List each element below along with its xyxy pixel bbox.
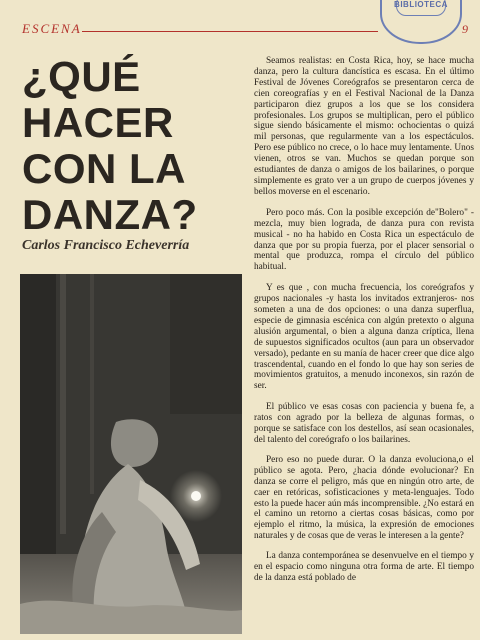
article-body [254,56,474,593]
article-paragraph: Seamos realistas: en Costa Rica, hoy, se hace mucha danza, pero la cultura dancística es escasa. En el último Festival de Jóvenes Coreógrafos se presentaron cerca de cien coreografías y en el Festival Nacional de la Danza participaron diez grupos a los que se los considera profesionales. Los grupos se multiplican, pero el público sigue siendo básicamente el mismo: ochocientas o quizá mil personas, que regularmente van a los espectáculos. Pero ese público no crece, o lo hace muy lentamente. Unos vienen, otros se van. Muchos se quedan porque son estudiantes de danza o amigos de los bailarines, o porque simplemente es grato ver a un grupo de cuerpos jóvenes y bellos moverse en el escenario. [254,56,474,197]
dancer-photo-graphic [20,274,242,634]
article-paragraph: La danza contemporánea se desenvuelve en el tiempo y en el espacio como ninguna otra forma de arte. El tiempo de la danza está poblado de [254,551,474,583]
title-line: DANZA? [22,191,198,238]
article-paragraph: El público ve esas cosas con paciencia y buena fe, a ratos con agrado por la belleza de algunas formas, o porque se satisface con los destellos, así sean ocasionales, del talento del coreógrafo o los bailarines. [254,402,474,445]
section-label: ESCENA [22,21,82,36]
title-line: HACER [22,99,174,146]
page-number: 9 [462,22,468,36]
article-author: Carlos Francisco Echeverría [22,238,190,253]
dancer-photo [20,274,242,634]
header-rule [82,31,378,32]
title-line: CON LA [22,145,186,192]
article-paragraph: Pero poco más. Con la posible excepción de"Bolero" -mezcla, muy bien lograda, de danza pura con revista musical - no ha habido en Costa Rica un espectáculo de danza que por su propia fuerza, por el placer sensorial o mental que produzca, rompa el círculo del público habitual. [254,207,474,273]
article-paragraph: Y es que , con mucha frecuencia, los coreógrafos y grupos nacionales -y hasta los invitados extranjeros- nos someten a una de dos opciones: o una danza superflua, especie de gimnasia escénica con algún pretexto o alguna alusión argumental, o bien a alguna danza críptica, llena de supuestos significados ocultos (aun para un observador versado), pedante en su manía de hacer creer que dice algo trascendental, cuando en el fondo lo que hay son series de movimientos gratuitos, a menudo inconexos, sin razón de ser. [254,283,474,392]
article-title [22,54,240,238]
article-paragraph: Pero eso no puede durar. O la danza evoluciona,o el público se agota. Pero, ¿hacia dónde evolucionar? En danza se corre el peligro, más que en ningún otro arte, de caer en retóricas, sofisticaciones y meta-lenguajes. Todo esto la puede hacer aún más incomprensible. ¿No estará en el camino un retorno a ciertas cosas básicas, como por ejemplo el ritmo, la música, la expresión de emociones naturales y de cosas que de veras le interesen a la gente? [254,454,474,542]
library-stamp [380,0,462,44]
stamp-text: BIBLIOTECA [394,0,448,9]
title-line: ¿QUÉ [22,53,141,100]
